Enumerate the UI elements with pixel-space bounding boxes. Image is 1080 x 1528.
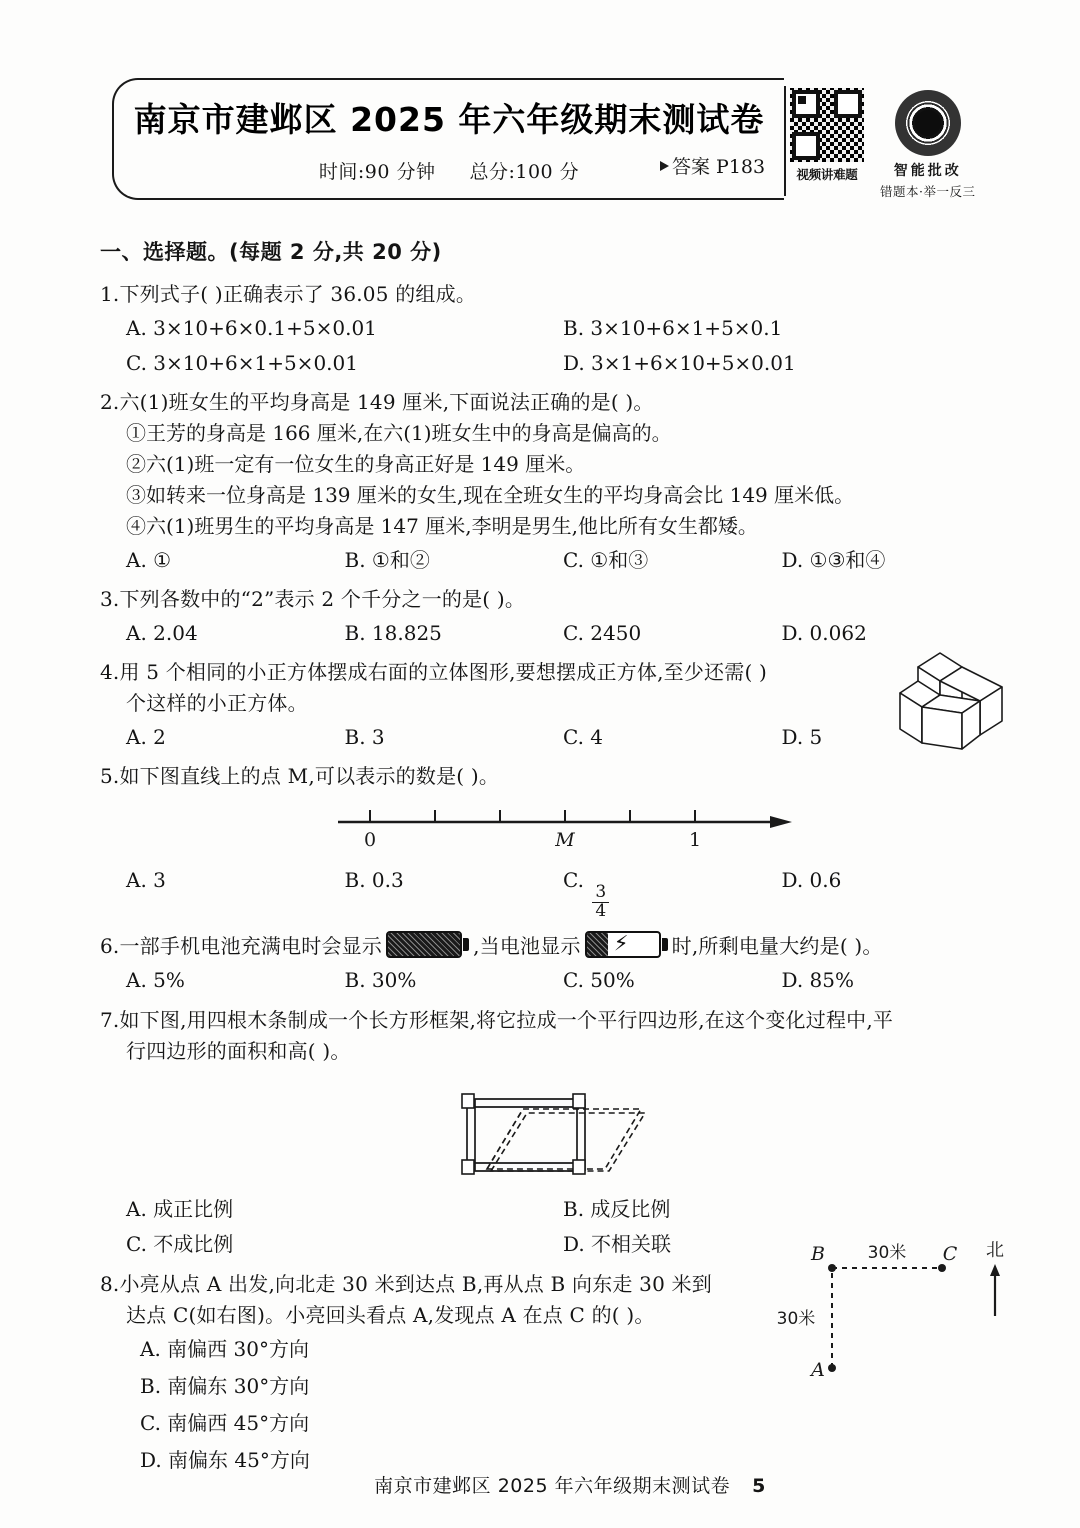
question-6-option-c[interactable]: C. 50%: [563, 967, 635, 992]
question-2-option-b[interactable]: B. ①和②: [344, 548, 430, 572]
question-7-stem: [100, 1005, 1000, 1067]
question-6-text-part2: ,当电池显示: [473, 933, 581, 958]
question-2-sub-2: ②六(1)班一定有一位女生的身高正好是 149 厘米。: [126, 452, 586, 476]
question-4: [100, 657, 1000, 754]
question-8-number: 8.: [100, 1271, 120, 1296]
question-8-stem: [100, 1269, 800, 1331]
header-badges: [790, 88, 1020, 203]
fraction-three-quarters: [592, 884, 609, 921]
question-2-option-d[interactable]: D. ①③和④: [781, 548, 886, 572]
question-7-option-c[interactable]: C. 不成比例: [126, 1231, 234, 1256]
question-8-text: 小亮从点 A 出发,向北走 30 米到达点 B,再从点 B 向东走 30 米到: [119, 1271, 712, 1296]
label-point-a: A: [811, 1359, 825, 1381]
point-c-dot: [938, 1264, 946, 1272]
question-4-number: 4.: [100, 660, 120, 684]
question-7-number: 7.: [100, 1007, 120, 1032]
question-6-stem: [100, 931, 1000, 962]
question-2-sub-3: ③如转来一位身高是 139 厘米的女生,现在全班女生的平均身高会比 149 厘米低。: [126, 483, 855, 507]
question-8-option-a[interactable]: A. 南偏西 30°方向: [140, 1336, 309, 1361]
question-1-option-a[interactable]: A. 3×10+6×0.1+5×0.01: [126, 316, 377, 340]
question-2-sub-1: ①王芳的身高是 166 厘米,在六(1)班女生中的身高是偏高的。: [126, 421, 672, 445]
stacked-cubes-figure: [890, 643, 1010, 762]
question-5-option-b[interactable]: B. 0.3: [344, 868, 404, 892]
question-6-text-part3: 时,所剩电量大约是( )。: [671, 933, 883, 958]
question-5-number: 5.: [100, 764, 120, 788]
header-meta: [319, 157, 579, 184]
question-1-option-b[interactable]: B. 3×10+6×1+5×0.1: [563, 316, 783, 340]
answer-reference-label: 答案 P183: [672, 156, 766, 178]
question-4-option-c[interactable]: C. 4: [563, 725, 604, 749]
question-3-option-a[interactable]: A. 2.04: [126, 621, 198, 645]
question-6-option-d[interactable]: D. 85%: [781, 967, 854, 992]
battery-low-charging-icon: ⚡: [585, 931, 668, 958]
section-heading: 一、选择题。(每题 2 分,共 20 分): [100, 240, 442, 264]
question-6-number: 6.: [100, 933, 120, 958]
question-3: [100, 584, 1000, 650]
play-triangle-icon: [660, 161, 669, 171]
question-1-stem: [100, 279, 1000, 310]
question-3-number: 3.: [100, 587, 120, 611]
page-title: 南京市建邺区 2025 年六年级期末测试卷: [133, 100, 765, 139]
question-5-option-a[interactable]: A. 3: [126, 868, 166, 892]
question-7-text: 如下图,用四根木条制成一个长方形框架,将它拉成一个平行四边形,在这个变化过程中,平: [119, 1007, 894, 1032]
question-3-option-b[interactable]: B. 18.825: [344, 621, 442, 645]
point-b-dot: [828, 1264, 836, 1272]
question-8-text-line2: 达点 C(如右图)。小亮回头看点 A,发现点 A 在点 C 的( )。: [126, 1302, 655, 1327]
question-4-text: 用 5 个相同的小正方体摆成右面的立体图形,要想摆成正方体,至少还需( ): [119, 660, 768, 684]
question-1-option-c[interactable]: C. 3×10+6×1+5×0.01: [126, 351, 358, 375]
question-2-option-c[interactable]: C. ①和③: [563, 548, 649, 572]
battery-full-icon: [386, 931, 469, 958]
question-2-option-a[interactable]: A. ①: [126, 548, 172, 572]
question-4-options: [100, 721, 1000, 754]
question-5-stem: [100, 761, 1000, 792]
question-6-text-part1: 一部手机电池充满电时会显示: [119, 933, 383, 958]
question-3-option-d[interactable]: D. 0.062: [781, 621, 867, 645]
question-2-text: 六(1)班女生的平均身高是 149 厘米,下面说法正确的是( )。: [119, 390, 654, 414]
question-1-number: 1.: [100, 282, 120, 306]
exam-total-score: 总分:100 分: [469, 161, 580, 183]
question-2: [100, 387, 1000, 577]
question-4-stem: [100, 657, 900, 719]
question-3-text: 下列各数中的“2”表示 2 个千分之一的是( )。: [119, 587, 526, 611]
label-point-c: C: [942, 1243, 958, 1265]
header-divider: [784, 86, 786, 196]
question-8-option-c[interactable]: C. 南偏西 45°方向: [140, 1410, 310, 1435]
question-6-options: [100, 964, 1000, 997]
numberline-label-m: M: [555, 829, 575, 851]
question-2-stem: [100, 387, 1000, 418]
page-footer: [0, 1471, 1080, 1498]
question-1-text: 下列式子( )正确表示了 36.05 的组成。: [119, 282, 477, 306]
fraction-denominator: 4: [595, 900, 607, 921]
question-5: [100, 761, 1000, 921]
question-2-sub-4: ④六(1)班男生的平均身高是 147 厘米,李明是男生,他比所有女生都矮。: [126, 514, 758, 538]
question-7-option-a[interactable]: A. 成正比例: [126, 1196, 234, 1221]
logo-label-main: 智能批改: [893, 163, 962, 179]
direction-map-figure: [770, 1238, 1020, 1412]
numberline-label-0: 0: [363, 829, 377, 851]
exam-duration: 时间:90 分钟: [318, 161, 436, 183]
smart-grading-badge[interactable]: [880, 88, 975, 203]
paper-header: [112, 78, 784, 200]
question-3-option-c[interactable]: C. 2450: [563, 621, 642, 645]
question-7-option-b[interactable]: B. 成反比例: [563, 1196, 671, 1221]
point-a-dot: [828, 1364, 836, 1372]
page-number: 5: [752, 1475, 766, 1497]
question-2-number: 2.: [100, 390, 120, 414]
fraction-numerator: 3: [592, 884, 609, 903]
numberline-label-1: 1: [688, 829, 702, 851]
question-5-option-c[interactable]: [563, 860, 782, 921]
question-5-options: [100, 860, 1000, 921]
question-1-options-2: [100, 347, 1000, 380]
question-8-option-b[interactable]: B. 南偏东 30°方向: [140, 1373, 310, 1398]
question-3-options: [100, 617, 1000, 650]
question-1-options: [100, 312, 1000, 345]
question-6: [100, 931, 1000, 997]
label-point-b: B: [811, 1243, 825, 1265]
answer-reference[interactable]: [660, 152, 765, 179]
qr-caption: 视频讲难题: [796, 167, 858, 182]
question-4-option-d[interactable]: D. 5: [781, 725, 823, 749]
qr-badge[interactable]: [790, 88, 864, 203]
question-8-option-d[interactable]: D. 南偏东 45°方向: [140, 1447, 310, 1472]
question-4-text-line2: 个这样的小正方体。: [126, 691, 308, 715]
footer-title: 南京市建邺区 2025 年六年级期末测试卷: [374, 1475, 731, 1497]
question-7-text-line2: 行四边形的面积和高( )。: [126, 1038, 351, 1063]
qr-code-icon[interactable]: [790, 88, 864, 162]
question-6-option-a[interactable]: A. 5%: [126, 967, 185, 992]
question-5-option-d[interactable]: D. 0.6: [781, 868, 842, 892]
question-7-option-d[interactable]: D. 不相关联: [563, 1231, 672, 1256]
question-1-option-d[interactable]: D. 3×1+6×10+5×0.01: [563, 351, 796, 375]
question-7-options: [100, 1193, 1000, 1226]
label-dist-ab: 30米: [776, 1309, 816, 1329]
logo-label-sub: 错题本·举一反三: [880, 184, 976, 199]
rect-to-parallelogram-figure: [100, 1075, 1000, 1187]
question-2-options: [100, 544, 1000, 577]
question-4-option-b[interactable]: B. 3: [344, 725, 385, 749]
question-5-text: 如下图直线上的点 M,可以表示的数是( )。: [119, 764, 500, 788]
label-dist-bc: 30米: [867, 1243, 907, 1263]
question-3-stem: [100, 584, 1000, 615]
north-arrow-icon: [990, 1264, 1000, 1276]
question-6-option-b[interactable]: B. 30%: [344, 967, 417, 992]
question-7: [100, 1005, 1000, 1261]
question-1: [100, 279, 1000, 380]
label-north: 北: [986, 1240, 1004, 1261]
question-4-option-a[interactable]: A. 2: [126, 725, 166, 749]
question-5-option-c-letter: C.: [563, 868, 584, 892]
brand-logo-icon: [895, 90, 961, 156]
number-line-figure: [100, 798, 1000, 858]
